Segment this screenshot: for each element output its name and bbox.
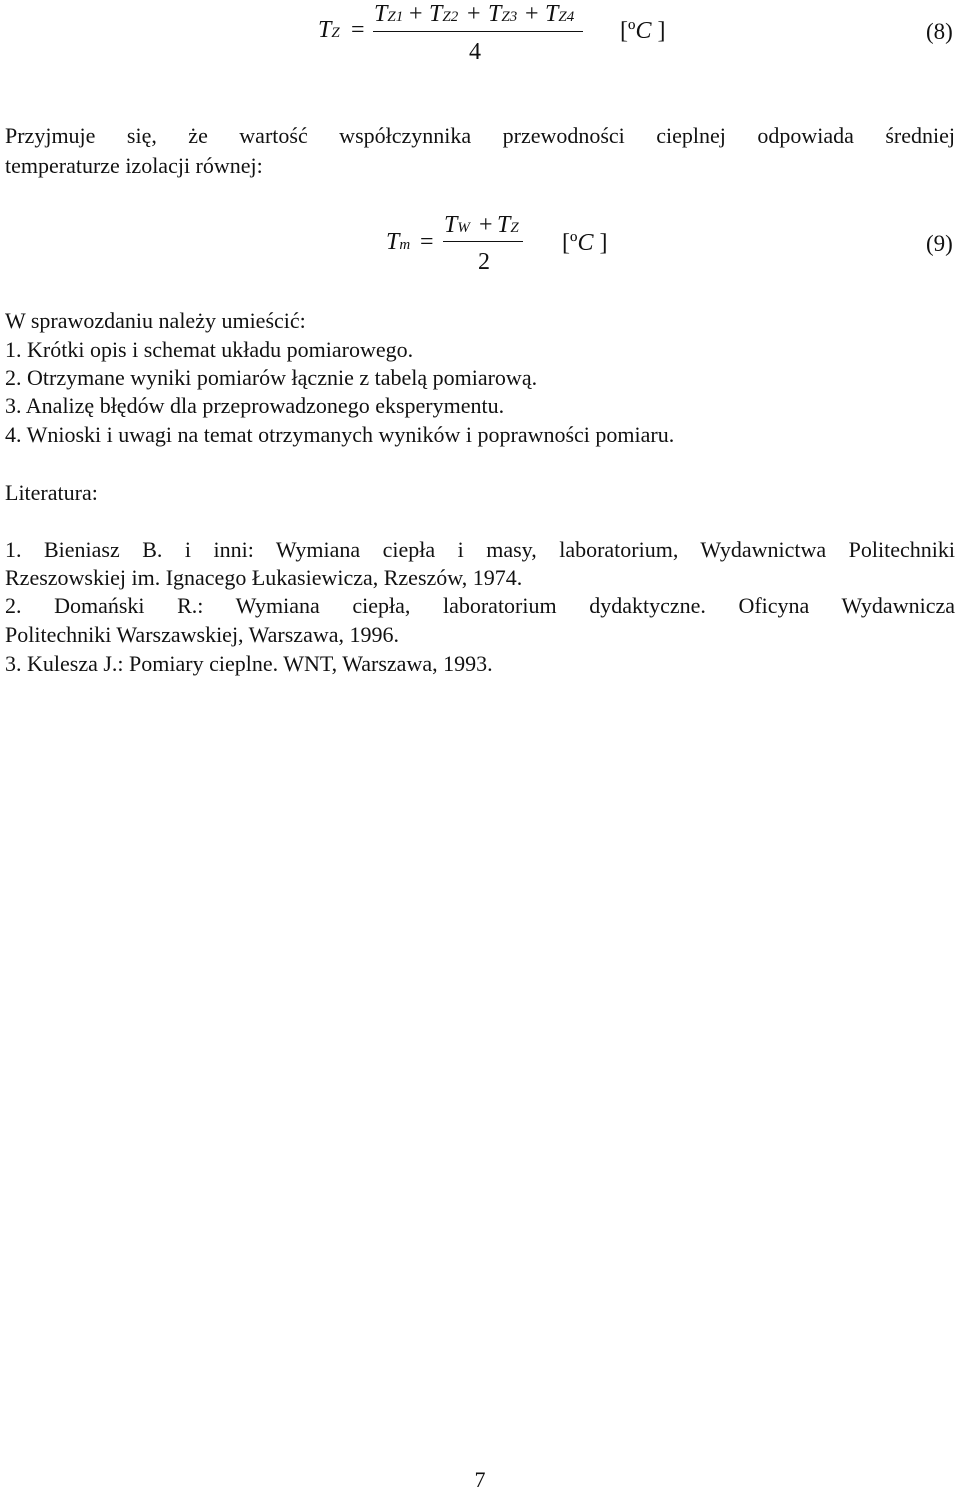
reference-2-line-1: 2. Domański R.: Wymiana ciepła, laboratorium dydaktyczne. Oficyna Wydawnicza	[5, 593, 955, 618]
eq9-equals: =	[420, 229, 434, 255]
reference-1-line-2: Rzeszowskiej im. Ignacego Łukasiewicza, Rzeszów, 1974.	[5, 565, 523, 590]
eq9-denominator: 2	[478, 249, 490, 275]
eq8-plus-1: +	[409, 1, 423, 27]
reference-1-line-1: 1. Bieniasz B. i inni: Wymiana ciepła i masy, laboratorium, Wydawnictwa Politechniki	[5, 537, 955, 562]
eq8-fraction-bar	[373, 31, 583, 32]
eq8-term-4: TZ4	[545, 1, 575, 27]
eq8-equals: =	[351, 17, 365, 43]
paragraph-line-2: temperaturze izolacji równej:	[5, 153, 263, 178]
eq8-denominator: 4	[469, 39, 481, 65]
eq8-number: (8)	[926, 19, 953, 44]
eq9-term-a: TW	[444, 212, 470, 238]
eq8-term-3: TZ3	[488, 1, 518, 27]
page-number: 7	[474, 1467, 486, 1492]
paragraph-line-1: Przyjmuje się, że wartość współczynnika przewodności cieplnej odpowiada średniej	[5, 123, 955, 148]
eq9-number: (9)	[926, 231, 953, 256]
report-heading: W sprawozdaniu należy umieścić:	[5, 308, 306, 333]
eq9-term-b: TZ	[497, 212, 519, 238]
report-item-1: 1. Krótki opis i schemat układu pomiarowego.	[5, 337, 414, 362]
eq8-term-1: TZ1	[374, 1, 404, 27]
eq8-plus-2: +	[467, 1, 481, 27]
eq8-unit: [ºC ]	[620, 18, 666, 44]
eq9-lhs: Tm	[386, 229, 411, 255]
literature-heading: Literatura:	[5, 480, 98, 505]
eq8-plus-3: +	[525, 1, 539, 27]
eq9-unit: [ºC ]	[562, 230, 608, 256]
report-item-2: 2. Otrzymane wyniki pomiarów łącznie z tabelą pomiarową.	[5, 365, 538, 390]
eq9-plus: +	[479, 212, 493, 238]
report-item-4: 4. Wnioski i uwagi na temat otrzymanych wyników i poprawności pomiaru.	[5, 422, 675, 447]
report-item-3: 3. Analizę błędów dla przeprowadzonego eksperymentu.	[5, 393, 505, 418]
eq8-lhs: TZ	[318, 17, 340, 43]
reference-3: 3. Kulesza J.: Pomiary cieplne. WNT, Warszawa, 1993.	[5, 651, 493, 676]
eq9-fraction-bar	[443, 241, 523, 242]
reference-2-line-2: Politechniki Warszawskiej, Warszawa, 1996.	[5, 622, 399, 647]
eq8-term-2: TZ2	[429, 1, 459, 27]
